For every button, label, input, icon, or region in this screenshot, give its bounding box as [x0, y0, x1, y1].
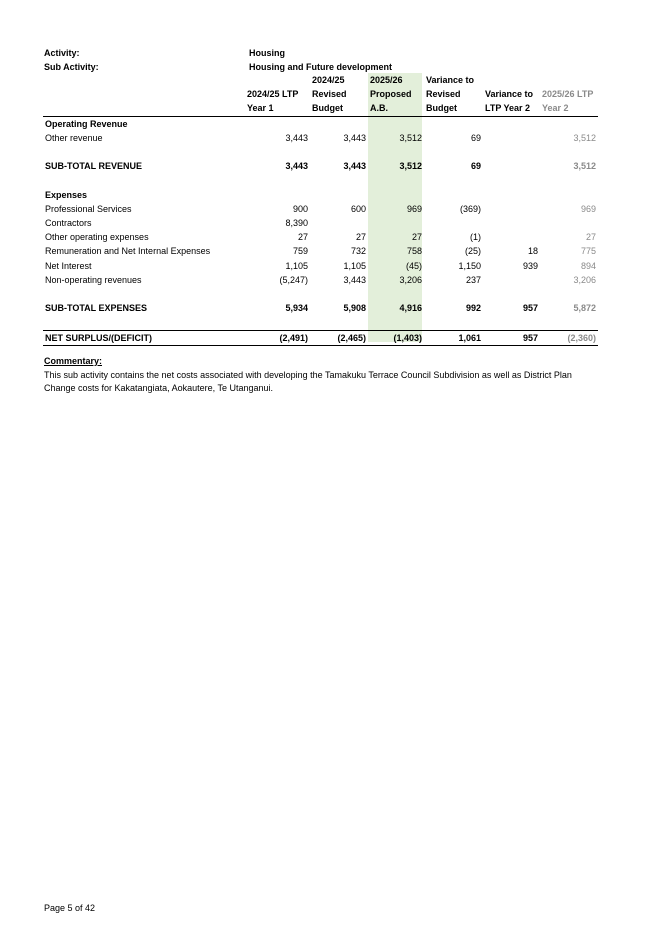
cell-value [483, 273, 540, 287]
commentary-text: This sub activity contains the net costs associated with developing the Tamakuku Terrace Council Subdivision as well as District Plan Change costs for Kakatangiata, Aokautere, Te Utanganui. [44, 369, 572, 393]
cell-value: 957 [522, 303, 538, 314]
cell-value: 18 [527, 246, 538, 257]
cell-value: 957 [483, 330, 540, 345]
row-label: SUB-TOTAL EXPENSES [45, 303, 148, 314]
cell-value [483, 159, 540, 173]
cell-value: (25) [464, 246, 481, 257]
spacer-row [43, 315, 598, 330]
row-label: Other operating expenses [45, 232, 149, 243]
cell-value [424, 216, 483, 230]
cell-value: 3,206 [399, 274, 422, 285]
cell-value: (45) [405, 260, 422, 271]
page-number: Page 5 of 42 [44, 903, 96, 913]
cell-value: 3,512 [573, 132, 596, 143]
cell-value [483, 216, 540, 230]
cell-value: 900 [292, 203, 308, 214]
cell-value: (1) [470, 232, 481, 243]
cell-value: 27 [297, 232, 308, 243]
col-ltp-year1-header [245, 73, 310, 87]
commentary-title: Commentary: [44, 356, 103, 366]
cell-value: 4,916 [399, 303, 422, 314]
cell-value: 992 [465, 303, 481, 314]
cell-value: 759 [292, 246, 308, 257]
cell-value [483, 230, 540, 244]
row-label: SUB-TOTAL REVENUE [45, 161, 143, 172]
row-label: Other revenue [45, 132, 103, 143]
cell-value: (2,491) [245, 330, 310, 345]
table-row [43, 216, 598, 230]
row-label: Remuneration and Net Internal Expenses [45, 246, 211, 257]
cell-value: (5,247) [279, 274, 308, 285]
sub-activity-value: Housing and Future development [249, 62, 393, 72]
activity-label: Activity: [44, 48, 80, 58]
header-row-2: 2024/25 LTP Revised Proposed Revised Variance to 2025/26 LTP [247, 89, 594, 100]
cell-value [540, 216, 598, 230]
row-label: NET SURPLUS/(DEFICIT) [43, 330, 245, 345]
cell-value: 600 [350, 203, 366, 214]
section-heading-operating-revenue: Operating Revenue [45, 118, 128, 129]
cell-value: 969 [406, 203, 422, 214]
cell-value: 5,934 [285, 303, 308, 314]
cell-value: 758 [406, 246, 422, 257]
cell-value: (2,465) [310, 330, 368, 345]
cell-value: 1,105 [343, 260, 366, 271]
cell-value: 27 [585, 232, 596, 243]
cell-value: 3,443 [285, 132, 308, 143]
cell-value [368, 216, 424, 230]
cell-value: 8,390 [285, 218, 308, 228]
row-label: Contractors [45, 218, 92, 228]
cell-value: 1,061 [424, 330, 483, 345]
spacer-row [43, 145, 598, 159]
cell-value: 732 [350, 246, 366, 257]
cell-value: (369) [459, 203, 481, 214]
cell-value: 69 [470, 161, 481, 172]
cell-value: 3,206 [573, 274, 596, 285]
cell-value: (1,403) [368, 330, 424, 345]
header-row-1 [43, 73, 598, 87]
cell-value: 3,512 [399, 132, 422, 143]
table-row [43, 202, 598, 216]
cell-value: 939 [522, 260, 538, 271]
row-label: Non-operating revenues [45, 274, 142, 285]
col-variance-ltp-header [483, 73, 540, 87]
col-ltp-year2-header [540, 73, 598, 87]
cell-value: 3,512 [399, 161, 422, 172]
table-row [43, 273, 598, 287]
row-label: Net Interest [45, 260, 92, 271]
cell-value: 894 [580, 260, 596, 271]
activity-value: Housing [249, 48, 285, 58]
table-row [43, 230, 598, 244]
spacer-row [43, 173, 598, 187]
cell-value [483, 202, 540, 216]
table-row [43, 259, 598, 273]
cell-value: 3,443 [285, 161, 308, 172]
cell-value: 3,443 [343, 274, 366, 285]
cell-value: 3,443 [343, 132, 366, 143]
cell-value: 5,908 [343, 303, 366, 314]
cell-value: (2,360) [540, 330, 598, 345]
row-label: Professional Services [45, 203, 132, 214]
budget-table [43, 73, 598, 346]
col-proposed-header: 2025/26 [370, 75, 403, 85]
cell-value: 1,150 [458, 260, 481, 271]
cell-value: 5,872 [573, 303, 596, 314]
cell-value [310, 216, 368, 230]
table-row [43, 159, 598, 173]
table-row [43, 244, 598, 258]
col-revised-budget-header: 2024/25 [312, 75, 345, 85]
table-row [43, 301, 598, 315]
cell-value: 27 [355, 232, 366, 243]
col-variance-revised-header: Variance to [426, 75, 475, 85]
commentary [44, 355, 604, 396]
sub-activity-label: Sub Activity: [44, 62, 99, 72]
section-heading-expenses: Expenses [45, 189, 88, 200]
cell-value: 69 [470, 132, 481, 143]
cell-value: 3,443 [343, 161, 366, 172]
table-row [43, 330, 598, 345]
cell-value: 27 [411, 232, 422, 243]
table-row [43, 131, 598, 145]
cell-value: 3,512 [573, 161, 596, 172]
cell-value: 1,105 [285, 260, 308, 271]
header-row-3: Year 1 Budget A.B. Budget LTP Year 2 Year 2 [43, 101, 598, 116]
cell-value [483, 131, 540, 145]
spacer-row [43, 287, 598, 301]
cell-value: 969 [580, 203, 596, 214]
cell-value: 237 [465, 274, 481, 285]
cell-value: 775 [580, 246, 596, 257]
